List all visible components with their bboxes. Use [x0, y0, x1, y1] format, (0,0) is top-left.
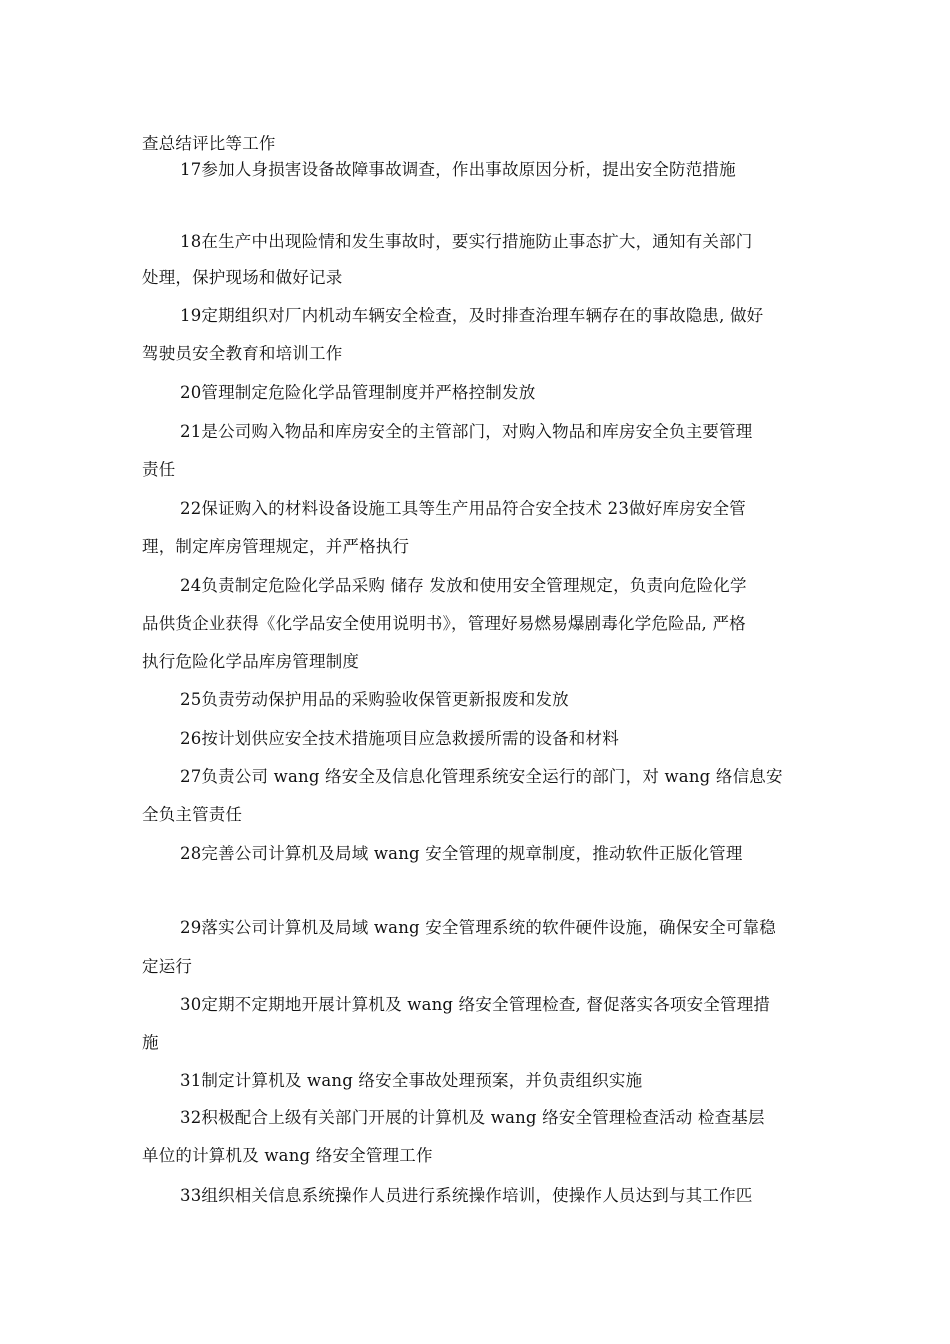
paragraph-26: 26按计划供应安全技术措施项目应急救援所需的设备和材料 [180, 729, 619, 748]
paragraph-28: 28完善公司计算机及局域 wang 安全管理的规章制度，推动软件正版化管理 [180, 844, 743, 863]
text-line: 单位的计算机及 wang 络安全管理工作 [142, 1146, 433, 1165]
text-line: 查总结评比等工作 [142, 134, 276, 153]
paragraph-17: 17参加人身损害设备故障事故调查，作出事故原因分析，提出安全防范措施 [180, 160, 736, 179]
text-line: 责任 [142, 460, 176, 479]
paragraph-31: 31制定计算机及 wang 络安全事故处理预案，并负责组织实施 [180, 1071, 643, 1090]
paragraph-21: 21是公司购入物品和库房安全的主管部门，对购入物品和库房安全负主要管理 [180, 422, 753, 441]
paragraph-22: 22保证购入的材料设备设施工具等生产用品符合安全技术 23做好库房安全管 [180, 499, 746, 518]
paragraph-33: 33组织相关信息系统操作人员进行系统操作培训，使操作人员达到与其工作匹 [180, 1186, 753, 1205]
paragraph-18: 18在生产中出现险情和发生事故时，要实行措施防止事态扩大，通知有关部门 [180, 232, 753, 251]
paragraph-25: 25负责劳动保护用品的采购验收保管更新报废和发放 [180, 690, 569, 709]
text-line: 理，制定库房管理规定，并严格执行 [142, 537, 410, 556]
paragraph-32: 32积极配合上级有关部门开展的计算机及 wang 络安全管理检查活动 检查基层 [180, 1108, 765, 1127]
text-line: 品供货企业获得《化学品安全使用说明书》，管理好易燃易爆剧毒化学危险品, 严格 [142, 614, 746, 633]
paragraph-27: 27负责公司 wang 络安全及信息化管理系统安全运行的部门，对 wang 络信息安 [180, 767, 783, 786]
paragraph-19: 19定期组织对厂内机动车辆安全检查，及时排查治理车辆存在的事故隐患, 做好 [180, 306, 764, 325]
paragraph-30: 30定期不定期地开展计算机及 wang 络安全管理检查, 督促落实各项安全管理措 [180, 995, 771, 1014]
text-line: 驾驶员安全教育和培训工作 [142, 344, 343, 363]
text-line: 全负主管责任 [142, 805, 243, 824]
text-line: 施 [142, 1033, 159, 1052]
text-line: 执行危险化学品库房管理制度 [142, 652, 360, 671]
text-line: 定运行 [142, 957, 193, 976]
paragraph-20: 20管理制定危险化学品管理制度并严格控制发放 [180, 383, 536, 402]
text-line: 处理，保护现场和做好记录 [142, 268, 343, 287]
paragraph-29: 29落实公司计算机及局域 wang 安全管理系统的软件硬件设施，确保安全可靠稳 [180, 918, 776, 937]
paragraph-24: 24负责制定危险化学品采购 储存 发放和使用安全管理规定，负责向危险化学 [180, 576, 747, 595]
